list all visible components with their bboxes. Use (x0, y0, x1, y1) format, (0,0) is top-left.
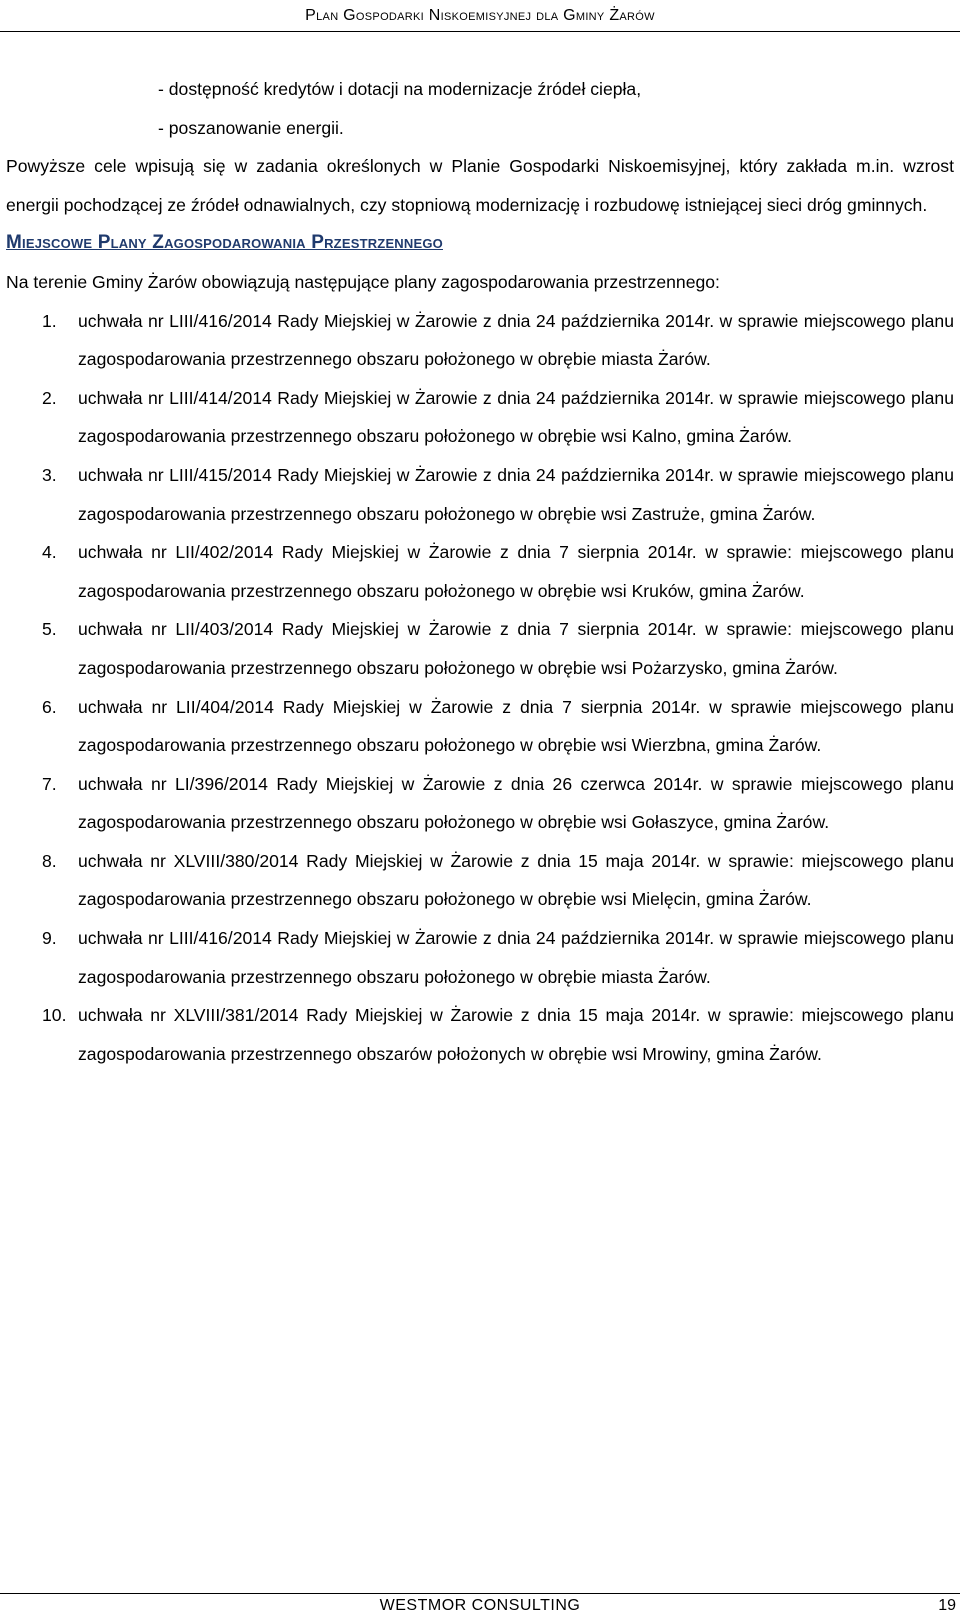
intro-bullet-2: - poszanowanie energii. (158, 117, 344, 138)
intro-bullet-1: - dostępność kredytów i dotacji na modernizacje źródeł ciepła, (158, 79, 642, 99)
plans-list (6, 302, 954, 1074)
list-item-text: uchwała nr LIII/415/2014 Rady Miejskiej w Żarowie z dnia 24 października 2014r. w sprawie miejscowego planu zagospodarowania przestrzennego obszaru położonego w obrębie wsi Zastruże, gmina Żarów. (78, 464, 954, 524)
list-item (6, 302, 954, 379)
list-item-number: 10. (42, 1005, 67, 1026)
list-item-text: uchwała nr XLVIII/380/2014 Rady Miejskiej w Żarowie z dnia 15 maja 2014r. w sprawie: miejscowego planu zagospodarowania przestrzennego obszaru położonego w obrębie wsi Mielęcin, gmina Żarów. (78, 850, 954, 910)
intro-paragraph: Powyższe cele wpisują się w zadania określonych w Planie Gospodarki Niskoemisyjnej, który zakłada m.in. wzrost energii pochodzącej ze źródeł odnawialnych, czy stopniową modernizację i rozbudowę istniejącej sieci dróg gminnych. (6, 156, 954, 215)
list-item (6, 533, 954, 610)
list-item-text: uchwała nr LII/404/2014 Rady Miejskiej w Żarowie z dnia 7 sierpnia 2014r. w sprawie miejscowego planu zagospodarowania przestrzennego obszaru położonego w obrębie wsi Wierzbna, gmina Żarów. (78, 696, 954, 756)
list-item-text: uchwała nr LIII/416/2014 Rady Miejskiej w Żarowie z dnia 24 października 2014r. w sprawie miejscowego planu zagospodarowania przestrzennego obszaru położonego w obrębie miasta Żarów. (78, 310, 954, 370)
page-number: 19 (938, 1597, 956, 1614)
list-item (6, 996, 954, 1073)
list-item-text: uchwała nr LIII/416/2014 Rady Miejskiej w Żarowie z dnia 24 października 2014r. w sprawie miejscowego planu zagospodarowania przestrzennego obszaru położonego w obrębie miasta Żarów. (78, 928, 954, 987)
list-item (6, 610, 954, 687)
list-item-text: uchwała nr LIII/414/2014 Rady Miejskiej w Żarowie z dnia 24 października 2014r. w sprawie miejscowego planu zagospodarowania przestrzennego obszaru położonego w obrębie wsi Kalno, gmina Żarów. (78, 387, 954, 447)
list-item-text: uchwała nr LI/396/2014 Rady Miejskiej w Żarowie z dnia 26 czerwca 2014r. w sprawie miejscowego planu zagospodarowania przestrzennego obszaru położonego w obrębie wsi Gołaszyce, gmina Żarów. (78, 773, 954, 833)
list-item (6, 765, 954, 842)
list-item-number: 9. (42, 928, 57, 949)
footer-company: WESTMOR CONSULTING (379, 1597, 581, 1614)
list-item-text: uchwała nr XLVIII/381/2014 Rady Miejskiej w Żarowie z dnia 15 maja 2014r. w sprawie: miejscowego planu zagospodarowania przestrzennego obszarów położonych w obrębie wsi Mrowiny, gmina Żarów. (78, 1005, 954, 1064)
list-item (6, 688, 954, 765)
header-rule (0, 31, 960, 32)
section-heading: Miejscowe Plany Zagospodarowania Przestrzennego (6, 232, 443, 254)
list-item (6, 842, 954, 919)
header-title: Plan Gospodarki Niskoemisyjnej dla Gminy Żarów (305, 7, 655, 24)
list-item (6, 379, 954, 456)
list-item-number: 7. (42, 773, 57, 794)
document-body (6, 70, 954, 1073)
list-item-number: 1. (42, 310, 57, 331)
list-item (6, 456, 954, 533)
running-footer (0, 1594, 960, 1617)
list-item (6, 919, 954, 996)
section-lead: Na terenie Gminy Żarów obowiązują następujące plany zagospodarowania przestrzennego: (6, 271, 720, 292)
list-item-number: 4. (42, 542, 57, 563)
list-item-number: 8. (42, 850, 57, 871)
list-item-number: 6. (42, 696, 57, 717)
running-header (0, 0, 960, 31)
list-item-number: 2. (42, 387, 57, 408)
list-item-number: 3. (42, 464, 57, 485)
list-item-number: 5. (42, 619, 57, 640)
list-item-text: uchwała nr LII/402/2014 Rady Miejskiej w Żarowie z dnia 7 sierpnia 2014r. w sprawie: miejscowego planu zagospodarowania przestrzennego obszaru położonego w obrębie wsi Kruków, gmina Żarów. (78, 542, 954, 601)
list-item-text: uchwała nr LII/403/2014 Rady Miejskiej w Żarowie z dnia 7 sierpnia 2014r. w sprawie: miejscowego planu zagospodarowania przestrzennego obszaru położonego w obrębie wsi Pożarzysko, gmina Żarów. (78, 619, 954, 678)
